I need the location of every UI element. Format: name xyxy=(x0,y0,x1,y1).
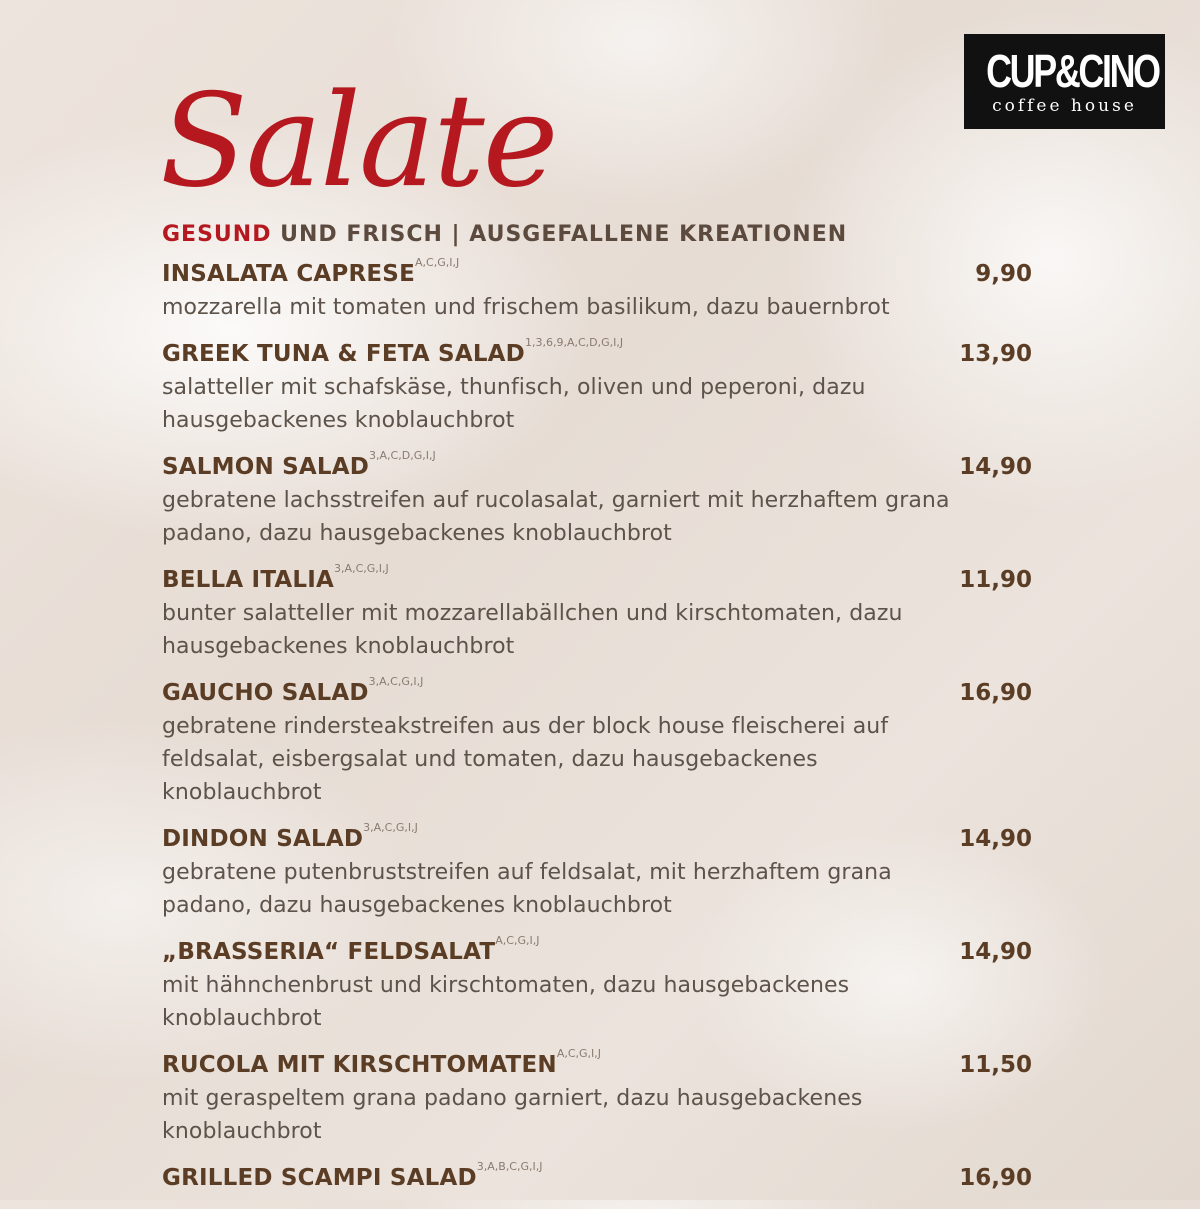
tagline xyxy=(162,220,847,250)
menu-item-allergens: 3,A,C,D,G,I,J xyxy=(369,449,436,462)
menu-item-name: RUCOLA MIT KIRSCHTOMATEN xyxy=(162,1052,557,1078)
menu-item-header xyxy=(162,1049,1032,1082)
menu-item-allergens: A,C,G,I,J xyxy=(556,1047,602,1060)
menu-item-header xyxy=(162,1162,1032,1195)
menu-item xyxy=(162,823,1032,922)
menu-item xyxy=(162,677,1032,809)
menu-item-header xyxy=(162,564,1032,597)
tagline-accent: GESUND xyxy=(162,222,272,247)
menu-item-header xyxy=(162,936,1032,969)
menu-item-header xyxy=(162,823,1032,856)
menu-item-price: 9,90 xyxy=(975,261,1032,287)
menu-item-price: 11,50 xyxy=(959,1052,1032,1078)
menu-item-name: „BRASSERIA“ FELDSALAT xyxy=(162,939,496,965)
menu-item-price: 14,90 xyxy=(959,939,1032,965)
menu-item-price: 16,90 xyxy=(959,1165,1032,1191)
menu-item xyxy=(162,1162,1032,1195)
menu-item-price: 11,90 xyxy=(959,567,1032,593)
menu-item-header xyxy=(162,258,1032,291)
menu-item-description: mit geraspeltem grana padano garniert, dazu hausgebackenes knoblauchbrot xyxy=(162,1086,863,1144)
menu-item-name: GREEK TUNA & FETA SALAD xyxy=(162,341,525,367)
menu-item-description: gebratene lachsstreifen auf rucolasalat, garniert mit herzhaftem grana padano, dazu hausgebackenes knoblauchbrot xyxy=(162,488,950,546)
menu-item xyxy=(162,338,1032,437)
menu-item-header xyxy=(162,451,1032,484)
menu-item-description: salatteller mit schafskäse, thunfisch, oliven und peperoni, dazu hausgebackenes knoblauchbrot xyxy=(162,375,866,433)
menu-item-price: 16,90 xyxy=(959,680,1032,706)
menu-item-description: bunter salatteller mit mozzarellabällchen und kirschtomaten, dazu hausgebackenes knoblauchbrot xyxy=(162,601,903,659)
menu-item-price: 13,90 xyxy=(959,341,1032,367)
menu-item-allergens: 3,A,B,C,G,I,J xyxy=(476,1160,543,1173)
menu-item xyxy=(162,936,1032,1035)
menu-item-name: GAUCHO SALAD xyxy=(162,680,369,706)
logo-wordmark: CUP&CINO xyxy=(986,45,1159,97)
menu-item xyxy=(162,451,1032,550)
menu-list xyxy=(162,258,1032,1209)
menu-item-price: 14,90 xyxy=(959,826,1032,852)
menu-item-allergens: 3,A,C,G,I,J xyxy=(334,562,389,575)
menu-item-allergens: 3,A,C,G,I,J xyxy=(363,821,418,834)
menu-item-header xyxy=(162,677,1032,710)
logo-subtitle: coffee house xyxy=(992,96,1137,116)
page-title: Salate xyxy=(160,67,557,216)
menu-item-name: SALMON SALAD xyxy=(162,454,370,480)
menu-item-price: 14,90 xyxy=(959,454,1032,480)
menu-item-name: INSALATA CAPRESE xyxy=(162,261,415,287)
menu-item-description: mozzarella mit tomaten und frischem basilikum, dazu bauernbrot xyxy=(162,295,890,320)
menu-item-allergens: 1,3,6,9,A,C,D,G,I,J xyxy=(524,336,624,349)
menu-item xyxy=(162,564,1032,663)
tagline-rest: UND FRISCH | AUSGEFALLENE KREATIONEN xyxy=(271,222,848,247)
menu-item-allergens: A,C,G,I,J xyxy=(495,934,540,947)
menu-item xyxy=(162,1049,1032,1148)
menu-item-name: GRILLED SCAMPI SALAD xyxy=(162,1165,477,1191)
menu-item-description: gebratene rindersteakstreifen aus der block house fleischerei auf feldsalat, eisbergsalat und tomaten, dazu hausgebackenes knoblauchbrot xyxy=(162,714,889,805)
menu-item-header xyxy=(162,338,1032,371)
menu-item-allergens: A,C,G,I,J xyxy=(415,256,460,269)
menu-item-allergens: 3,A,C,G,I,J xyxy=(368,675,424,688)
menu-item xyxy=(162,258,1032,324)
menu-item-name: BELLA ITALIA xyxy=(162,567,335,593)
menu-item-description: mit hähnchenbrust und kirschtomaten, dazu hausgebackenes knoblauchbrot xyxy=(162,973,850,1031)
menu-item-description: gebratene putenbruststreifen auf feldsalat, mit herzhaftem grana padano, dazu hausgebackenes knoblauchbrot xyxy=(162,860,892,918)
menu-item-name: DINDON SALAD xyxy=(162,826,364,852)
brand-logo xyxy=(964,34,1165,129)
